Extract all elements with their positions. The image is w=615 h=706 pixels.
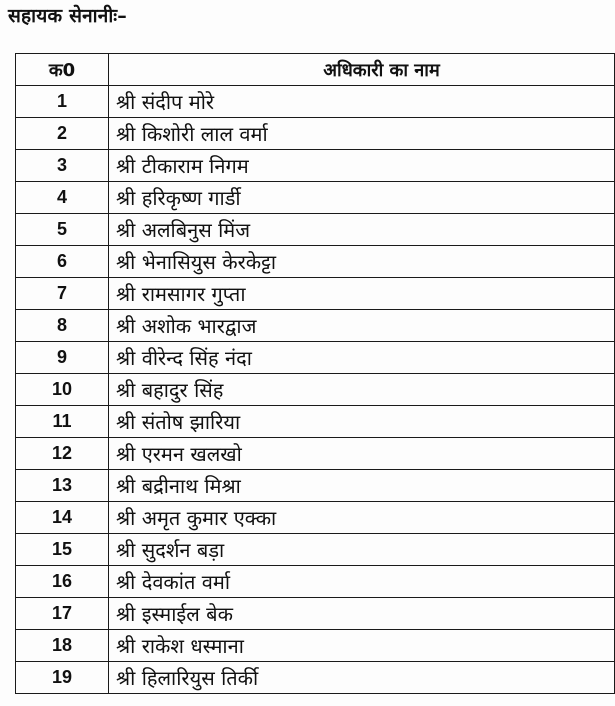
table-row xyxy=(16,438,615,470)
officer-name: श्री रामसागर गुप्ता xyxy=(109,278,615,310)
table-row xyxy=(16,214,615,246)
table-row xyxy=(16,342,615,374)
serial-number: 10 xyxy=(16,374,109,406)
table-row xyxy=(16,534,615,566)
serial-number: 8 xyxy=(16,310,109,342)
serial-number: 11 xyxy=(16,406,109,438)
officer-name: श्री हरिकृष्ण गार्डी xyxy=(109,182,615,214)
table-row xyxy=(16,470,615,502)
table-row xyxy=(16,566,615,598)
table-row xyxy=(16,598,615,630)
serial-number: 4 xyxy=(16,182,109,214)
table-row xyxy=(16,662,615,694)
officer-name: श्री बहादुर सिंह xyxy=(109,374,615,406)
table-row xyxy=(16,246,615,278)
table-header-row xyxy=(16,54,615,86)
officer-name: श्री वीरेन्द सिंह नंदा xyxy=(109,342,615,374)
officer-name: श्री संदीप मोरे xyxy=(109,86,615,118)
serial-number: 6 xyxy=(16,246,109,278)
officer-name: श्री बद्रीनाथ मिश्रा xyxy=(109,470,615,502)
serial-number: 12 xyxy=(16,438,109,470)
serial-number: 5 xyxy=(16,214,109,246)
officer-name: श्री देवकांत वर्मा xyxy=(109,566,615,598)
serial-number: 18 xyxy=(16,630,109,662)
officer-name: श्री इस्माईल बेक xyxy=(109,598,615,630)
officer-name: श्री अलबिनुस मिंज xyxy=(109,214,615,246)
officer-name: श्री अशोक भारद्वाज xyxy=(109,310,615,342)
officer-table xyxy=(15,53,615,694)
serial-number: 7 xyxy=(16,278,109,310)
serial-number: 2 xyxy=(16,118,109,150)
officer-name: श्री टीकाराम निगम xyxy=(109,150,615,182)
officer-name: श्री अमृत कुमार एक्का xyxy=(109,502,615,534)
table-row xyxy=(16,406,615,438)
officer-name: श्री एरमन खलखो xyxy=(109,438,615,470)
table-row xyxy=(16,118,615,150)
table-row xyxy=(16,310,615,342)
serial-number: 3 xyxy=(16,150,109,182)
table-row xyxy=(16,86,615,118)
serial-number: 1 xyxy=(16,86,109,118)
table-row xyxy=(16,502,615,534)
table-row xyxy=(16,182,615,214)
serial-number: 9 xyxy=(16,342,109,374)
table-row xyxy=(16,150,615,182)
serial-number: 17 xyxy=(16,598,109,630)
column-header-officer-name: अधिकारी का नाम xyxy=(109,54,615,86)
serial-number: 19 xyxy=(16,662,109,694)
officer-name: श्री भेनासियुस केरकेट्टा xyxy=(109,246,615,278)
serial-number: 16 xyxy=(16,566,109,598)
officer-name: श्री राकेश धस्माना xyxy=(109,630,615,662)
officer-name: श्री सुदर्शन बड़ा xyxy=(109,534,615,566)
column-header-serial: क0 xyxy=(16,54,109,86)
officer-name: श्री किशोरी लाल वर्मा xyxy=(109,118,615,150)
officer-name: श्री हिलारियुस तिर्की xyxy=(109,662,615,694)
section-heading: सहायक सेनानीः– xyxy=(8,5,127,27)
serial-number: 13 xyxy=(16,470,109,502)
table-row xyxy=(16,374,615,406)
officer-name: श्री संतोष झारिया xyxy=(109,406,615,438)
table-row xyxy=(16,278,615,310)
table-row xyxy=(16,630,615,662)
serial-number: 14 xyxy=(16,502,109,534)
serial-number: 15 xyxy=(16,534,109,566)
